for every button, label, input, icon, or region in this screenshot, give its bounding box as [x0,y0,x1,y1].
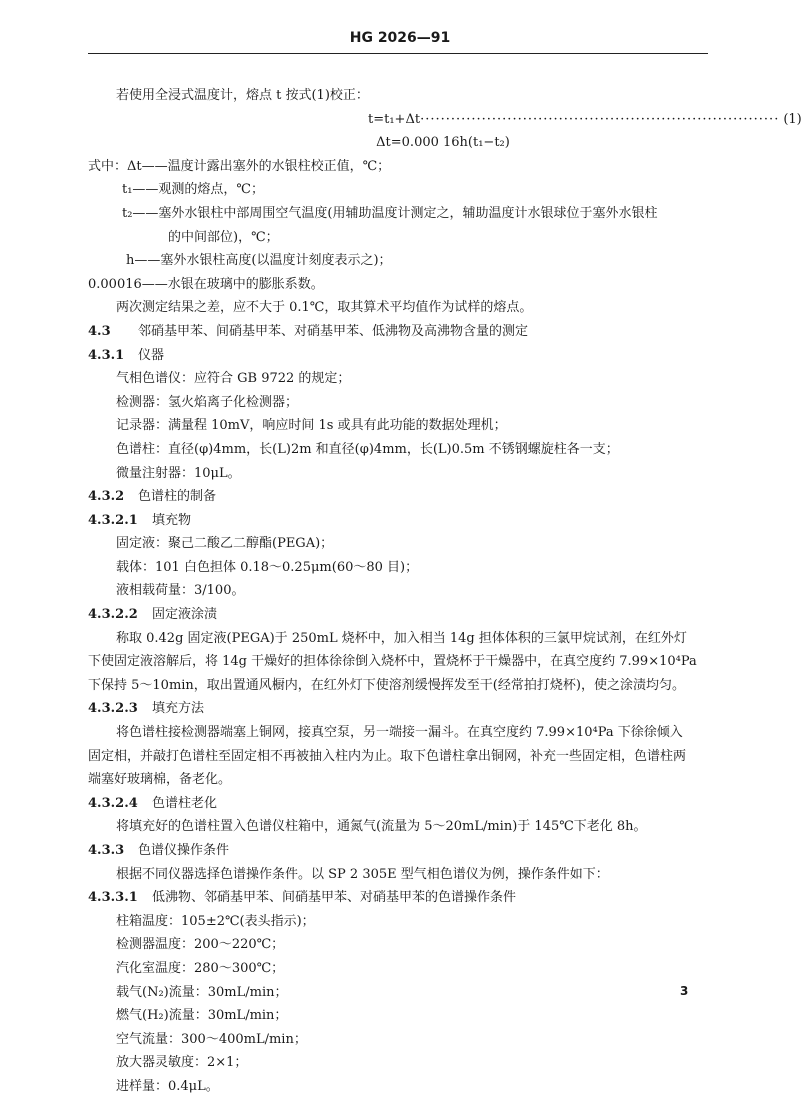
section-number: 4.3.2.2 [88,607,138,623]
text-line: 检测器：氢火焰离子化检测器； [116,394,299,410]
text-line: 色谱柱：直径(φ)4mm，长(L)2m 和直径(φ)4mm，长(L)0.5m 不锈钢螺旋柱各一支； [116,441,619,457]
section-number: 4.3.1 [88,347,125,363]
definition-line: 的中间部位)，℃； [168,229,279,245]
equation-1-text: t=t₁+Δt [368,111,421,127]
section-number: 4.3 [88,323,111,339]
text-line: 固定液：聚己二酸乙二醇酯(PEGA)； [116,536,334,552]
section-title: 色谱柱的制备 [138,489,217,505]
text-line: 液相载荷量：3/100。 [116,583,245,599]
document-body [88,84,802,1099]
text-line: 固定相，并敲打色谱柱至固定相不再被抽入柱内为止。取下色谱柱拿出铜网，补充一些固定相，色谱柱两 [88,748,687,764]
section-title: 色谱仪操作条件 [138,843,230,858]
text-line: 下使固定液溶解后，将 14g 干燥好的担体徐徐倒入烧杯中，置烧杯于干燥器中，在真空度约 7.99×10⁴Pa [88,654,697,670]
page-number: 3 [680,984,689,998]
definition-text: t₁——观测的熔点，℃； [122,182,264,198]
text-line: 端塞好玻璃棉，备老化。 [88,772,232,788]
section-title: 色谱柱老化 [152,795,218,811]
definition-line: h——塞外水银柱高度(以温度计刻度表示之)； [126,253,392,269]
text-line: 若使用全浸式温度计，熔点 t 按式(1)校正： [116,88,369,103]
section-number: 4.3.3 [88,843,125,858]
section-title: 仪器 [138,347,165,363]
text-line: 燃气(H₂)流量：30mL/min； [116,1008,288,1024]
text-line: 柱箱温度：105±2℃(表头指示)； [116,913,315,929]
equation-2: Δt=0.000 16h(t₁−t₂) [376,135,510,151]
text-line: 根据不同仪器选择色谱操作条件。以 SP 2 305E 型气相色谱仪为例，操作条件如下： [116,866,609,882]
text-line: 两次测定结果之差，应不大于 0.1℃，取其算术平均值作为试样的熔点。 [116,300,533,316]
section-title: 低沸物、邻硝基甲苯、间硝基甲苯、对硝基甲苯的色谱操作条件 [152,890,517,906]
definition-line [88,178,708,202]
text-line: 空气流量：300～400mL/min； [116,1031,307,1047]
section-heading [88,603,708,627]
text-line: 汽化室温度：280～300℃； [116,960,285,976]
section-number: 4.3.3.1 [88,890,138,906]
section-title: 填充方法 [152,701,205,717]
section-heading [88,886,708,910]
section-title: 固定液涂渍 [152,607,218,623]
equation-1 [88,108,802,132]
section-title: 填充物 [152,512,192,528]
definition-line: 式中：Δt——温度计露出塞外的水银柱校正值，℃； [88,158,391,174]
section-title: 邻硝基甲苯、间硝基甲苯、对硝基甲苯、低沸物及高沸物含量的测定 [138,323,529,339]
section-number: 4.3.2.1 [88,512,138,528]
section-number: 4.3.2.4 [88,795,138,811]
section-heading [88,509,708,533]
document-header: HG 2026—91 [349,30,451,46]
text-line: 记录器：满量程 10mV，响应时间 1s 或具有此功能的数据处理机； [116,418,507,434]
section-heading [88,320,708,344]
text-line: 称取 0.42g 固定液(PEGA)于 250mL 烧杯中，加入相当 14g 担体体积的三氯甲烷试剂，在红外灯 [116,630,687,646]
text-line: 进样量：0.4μL。 [116,1078,219,1094]
section-number: 4.3.2.3 [88,701,138,717]
leader-dots: ······································································ [420,111,780,127]
section-heading [88,344,708,368]
text-line: 将色谱柱接检测器端塞上铜网，接真空泵，另一端接一漏斗。在真空度约 7.99×10⁴Pa 下徐徐倾入 [116,725,683,741]
text-line: 将填充好的色谱柱置入色谱仪柱箱中，通氮气(流量为 5～20mL/min)于 145℃下老化 8h。 [116,819,647,835]
section-number: 4.3.2 [88,489,125,505]
section-heading [88,697,708,721]
text-line: 载体：101 白色担体 0.18～0.25μm(60～80 目)； [116,559,419,575]
section-heading [88,485,708,509]
text-line: 微量注射器：10μL。 [116,465,241,481]
section-heading [88,839,708,863]
text-line: 检测器温度：200～220℃； [116,937,285,953]
definition-line: 0.00016——水银在玻璃中的膨胀系数。 [88,276,324,292]
header-rule [88,53,708,54]
text-line: 下保持 5～10min，取出置通风橱内，在红外灯下使溶剂缓慢挥发至干(经常拍打烧杯)，使之涂渍均匀。 [88,677,685,693]
text-line: 放大器灵敏度：2×1； [116,1055,248,1071]
section-heading [88,792,708,816]
text-line: 气相色谱仪：应符合 GB 9722 的规定； [116,371,351,387]
equation-1-number: (1) [783,111,802,127]
definition-line: t₂——塞外水银柱中部周围空气温度(用辅助温度计测定之，辅助温度计水银球位于塞外水银柱 [122,205,658,221]
text-line: 载气(N₂)流量：30mL/min； [116,984,288,1000]
